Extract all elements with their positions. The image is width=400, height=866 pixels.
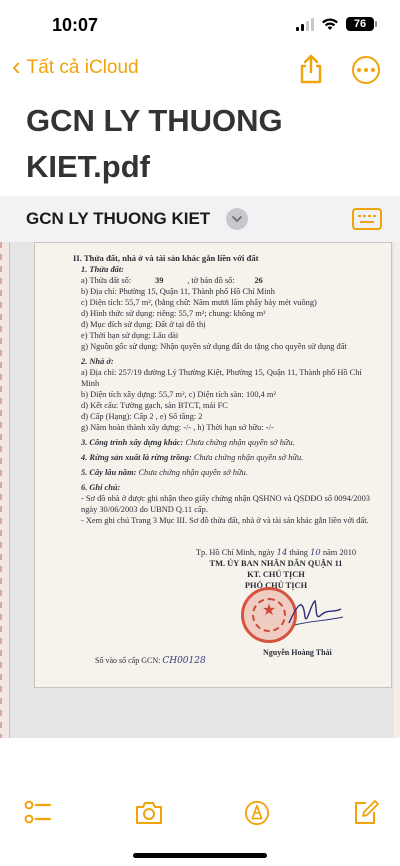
chevron-left-icon: ‹ xyxy=(12,51,21,81)
signal-icon xyxy=(296,18,314,31)
signer-role: PHÓ CHỦ TỊCH xyxy=(244,581,308,590)
signer-name: Nguyễn Hoàng Thái xyxy=(263,648,332,657)
map-sheet-label: , tờ bản đồ số: xyxy=(187,276,235,285)
map-sheet-number: 26 xyxy=(254,276,263,285)
perennial-trees: 5. Cây lâu năm: Chưa chứng nhận quyền sở hữu. xyxy=(81,468,248,477)
land-origin: g) Nguồn gốc sử dụng: Nhận quyền sử dụng đất do tặng cho quyền sử dụng đất xyxy=(81,342,347,351)
compose-icon[interactable] xyxy=(352,800,380,826)
land-address: b) Địa chỉ: Phường 15, Quận 11, Thành phố Hồ Chí Minh xyxy=(81,287,275,296)
back-label: Tất cả iCloud xyxy=(26,56,139,78)
next-page-edge[interactable] xyxy=(394,242,400,738)
title-area xyxy=(0,92,400,196)
land-parcel-row xyxy=(81,275,375,286)
issue-month: 10 xyxy=(310,547,321,557)
status-icons xyxy=(296,17,374,31)
land-purpose: đ) Mục đích sử dụng: Đất ở tại đô thị xyxy=(81,320,206,329)
nav-bar xyxy=(0,52,400,92)
house-year: g) Năm hoàn thành xây dựng: -/- , h) Thời hạn sở hữu: -/- xyxy=(81,423,274,432)
house-address: a) Địa chỉ: 257/19 đường Lý Thường Kiệt, Phường 15, Quận 11, Thành phố Hồ Chí Minh xyxy=(81,368,362,388)
markup-icon[interactable] xyxy=(243,800,271,826)
issuing-authority: TM. ỦY BAN NHÂN DÂN QUẬN 11 xyxy=(209,559,343,568)
land-heading: 1. Thửa đất: xyxy=(81,265,124,274)
more-options-icon[interactable] xyxy=(352,56,380,84)
home-indicator[interactable] xyxy=(133,853,267,858)
land-term: e) Thời hạn sử dụng: Lâu dài xyxy=(81,331,179,340)
battery-icon xyxy=(346,17,374,31)
section-title: II. Thửa đất, nhà ở và tài sản khác gắn liền với đất xyxy=(73,253,259,263)
land-usage-form: d) Hình thức sử dụng: riêng: 55,7 m²; chung: không m² xyxy=(81,309,266,318)
house-grade: đ) Cấp (Hạng): Cấp 2 , e) Số tầng: 2 xyxy=(81,412,203,421)
document-menu-button[interactable] xyxy=(226,208,248,230)
issue-day: 14 xyxy=(276,547,288,557)
share-icon[interactable] xyxy=(298,54,324,84)
planted-forest: 4. Rừng sản xuất là rừng trồng: Chưa chứng nhận quyền sở hữu. xyxy=(81,453,304,462)
house-heading: 2. Nhà ở: xyxy=(81,357,114,366)
notes-heading: 6. Ghi chú: xyxy=(81,483,121,492)
bottom-toolbar xyxy=(0,738,400,866)
signature-block xyxy=(191,547,361,591)
pdf-page xyxy=(34,242,392,688)
chevron-down-icon xyxy=(232,216,242,223)
battery-level: 76 xyxy=(353,18,367,30)
document-header xyxy=(0,196,400,242)
land-parcel-number: 39 xyxy=(155,276,164,285)
status-bar xyxy=(0,0,400,52)
document-name: GCN LY THUONG KIET xyxy=(26,209,211,228)
page-title: GCN LY THUONG KIET.pdf xyxy=(26,103,283,184)
status-time: 10:07 xyxy=(52,15,99,35)
land-parcel-label: a) Thửa đất số: xyxy=(81,276,132,285)
other-construction: 3. Công trình xây dựng khác: Chưa chứng nhận quyền sở hữu. xyxy=(81,438,295,447)
keyboard-icon[interactable] xyxy=(352,208,382,230)
note-2: - Xem ghi chú Trang 3 Mục III. Sơ đồ thửa đất, nhà ở và tài sản khác gắn liền với đất. xyxy=(81,516,369,525)
note-1: - Sơ đồ nhà ở được ghi nhận theo giấy chứng nhận QSHNO và QSDĐO số 0094/2003 ngày 30/06/2003 do UBND Q.11 cấp. xyxy=(81,494,370,514)
previous-page-edge[interactable] xyxy=(0,242,10,738)
land-area: c) Diện tích: 55,7 m², (bằng chữ: Năm mươi lăm phẩy bảy mét vuông) xyxy=(81,298,317,307)
wifi-icon xyxy=(321,17,339,31)
house-structure: d) Kết cấu: Tường gạch, sàn BTCT, mái FC xyxy=(81,401,228,410)
issue-date: Tp. Hồ Chí Minh, ngày 14 tháng 10 năm 2010 xyxy=(195,547,357,557)
signature-icon xyxy=(285,595,345,631)
serial-value: CH00128 xyxy=(162,656,206,666)
signer-title-kt: KT. CHỦ TỊCH xyxy=(247,570,305,579)
checklist-icon[interactable] xyxy=(24,800,52,826)
camera-icon[interactable] xyxy=(134,800,164,826)
serial-number: Số vào sổ cấp GCN: CH00128 xyxy=(95,656,206,666)
house-area: b) Diện tích xây dựng: 55,7 m², c) Diện tích sàn: 100,4 m² xyxy=(81,390,276,399)
back-button[interactable] xyxy=(12,51,139,81)
pdf-viewer[interactable] xyxy=(0,242,400,738)
